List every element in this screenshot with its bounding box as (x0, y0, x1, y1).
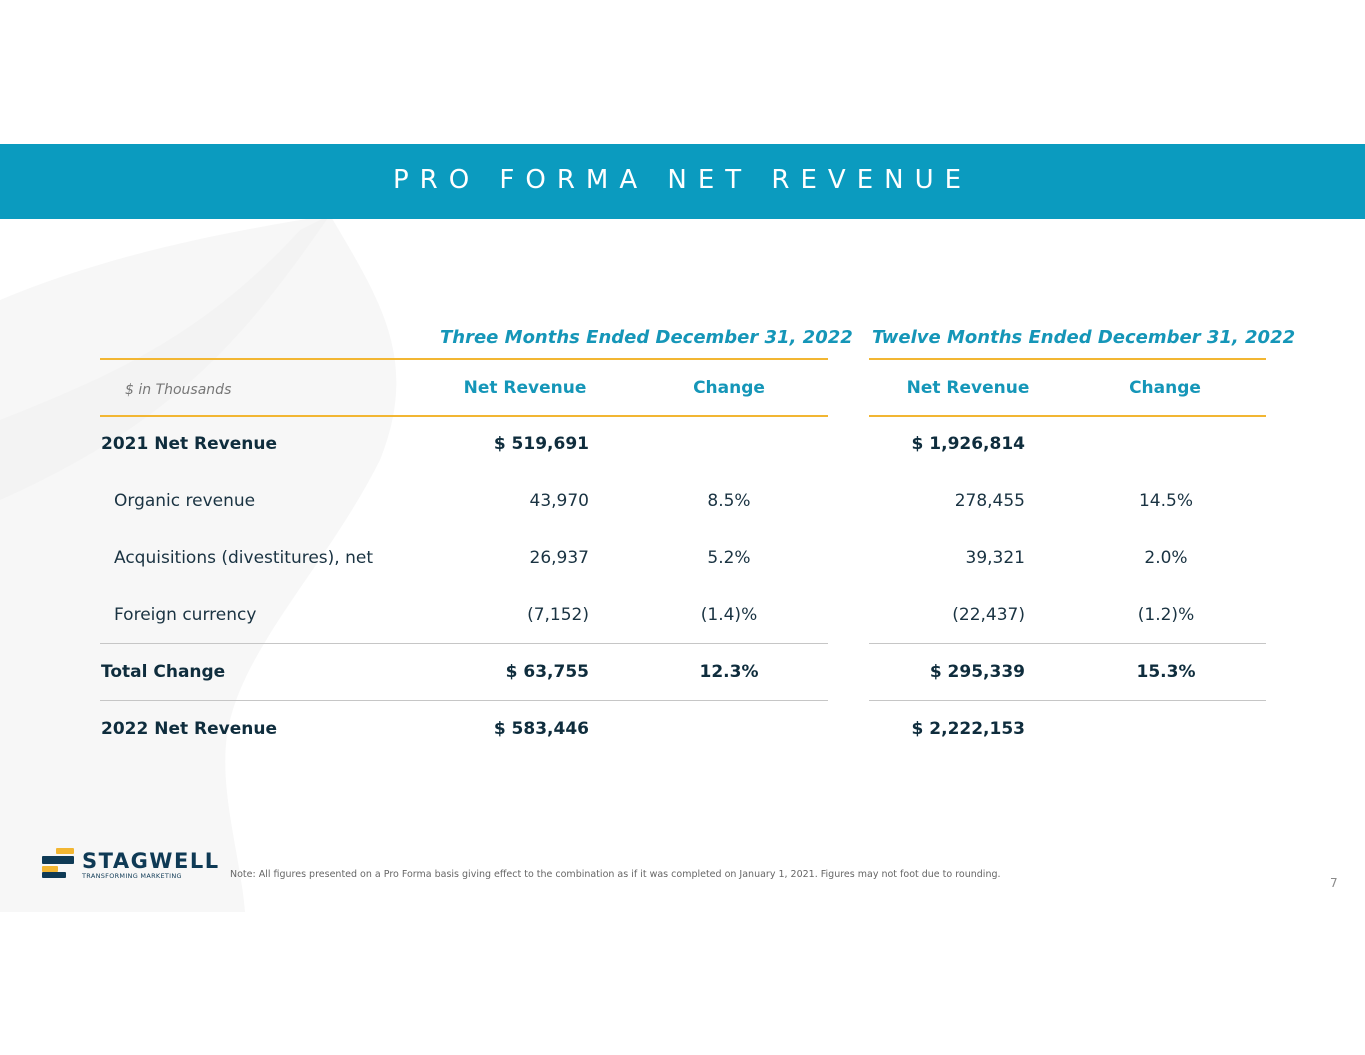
page-number: 7 (1330, 876, 1338, 890)
cell-q-revenue-acquisitions: 26,937 (529, 548, 589, 568)
cell-y-change-acquisitions: 2.0% (1144, 548, 1188, 568)
cell-q-revenue-2022: $ 583,446 (493, 719, 589, 739)
row-label-acquisitions: Acquisitions (divestitures), net (114, 548, 373, 568)
col-header-change-three: Change (693, 378, 765, 398)
rule-top-three (100, 358, 828, 360)
cell-y-revenue-acquisitions: 39,321 (965, 548, 1025, 568)
rule-head-three (100, 415, 828, 417)
row-label-foreign-currency: Foreign currency (114, 605, 257, 625)
cell-y-revenue-2021: $ 1,926,814 (911, 434, 1025, 454)
rule-total-bottom-three (100, 700, 828, 701)
row-label-total-change: Total Change (101, 662, 226, 682)
cell-q-change-foreign-currency: (1.4)% (700, 605, 758, 625)
row-label-2022-net-revenue: 2022 Net Revenue (101, 719, 278, 739)
rule-total-top-twelve (869, 643, 1266, 644)
cell-y-revenue-total-change: $ 295,339 (929, 662, 1025, 682)
col-header-change-twelve: Change (1129, 378, 1201, 398)
rule-head-twelve (869, 415, 1266, 417)
col-header-net-revenue-three: Net Revenue (463, 378, 587, 398)
cell-y-change-foreign-currency: (1.2)% (1137, 605, 1195, 625)
page-title: PRO FORMA NET REVENUE (392, 165, 973, 195)
cell-y-change-total-change: 15.3% (1136, 662, 1196, 682)
rule-total-top-three (100, 643, 828, 644)
cell-q-revenue-total-change: $ 63,755 (505, 662, 589, 682)
cell-q-change-total-change: 12.3% (699, 662, 759, 682)
cell-y-change-organic: 14.5% (1138, 491, 1193, 511)
period-title-three-months: Three Months Ended December 31, 2022 (440, 327, 853, 348)
cell-q-revenue-2021: $ 519,691 (493, 434, 589, 454)
row-label-organic-revenue: Organic revenue (114, 491, 256, 511)
cell-y-revenue-2022: $ 2,222,153 (911, 719, 1025, 739)
logo-wordmark: STAGWELL (82, 849, 220, 873)
row-label-2021-net-revenue: 2021 Net Revenue (101, 434, 278, 454)
period-title-twelve-months: Twelve Months Ended December 31, 2022 (872, 327, 1296, 348)
cell-q-change-organic: 8.5% (707, 491, 751, 511)
units-label: $ in Thousands (125, 382, 232, 398)
cell-y-revenue-foreign-currency: (22,437) (952, 605, 1025, 625)
cell-q-change-acquisitions: 5.2% (707, 548, 751, 568)
stagwell-logo-icon (42, 848, 74, 880)
rule-top-twelve (869, 358, 1266, 360)
header-band (0, 144, 1365, 219)
col-header-net-revenue-twelve: Net Revenue (906, 378, 1030, 398)
stagwell-logo (42, 848, 220, 882)
logo-tagline: TRANSFORMING MARKETING (82, 872, 182, 880)
rule-total-bottom-twelve (869, 700, 1266, 701)
cell-q-revenue-organic: 43,970 (529, 491, 589, 511)
footnote: Note: All figures presented on a Pro Forma basis giving effect to the combination as if it was completed on January 1, 2021. Figures may not foot due to rounding. (230, 869, 1001, 880)
cell-q-revenue-foreign-currency: (7,152) (527, 605, 589, 625)
cell-y-revenue-organic: 278,455 (954, 491, 1025, 511)
